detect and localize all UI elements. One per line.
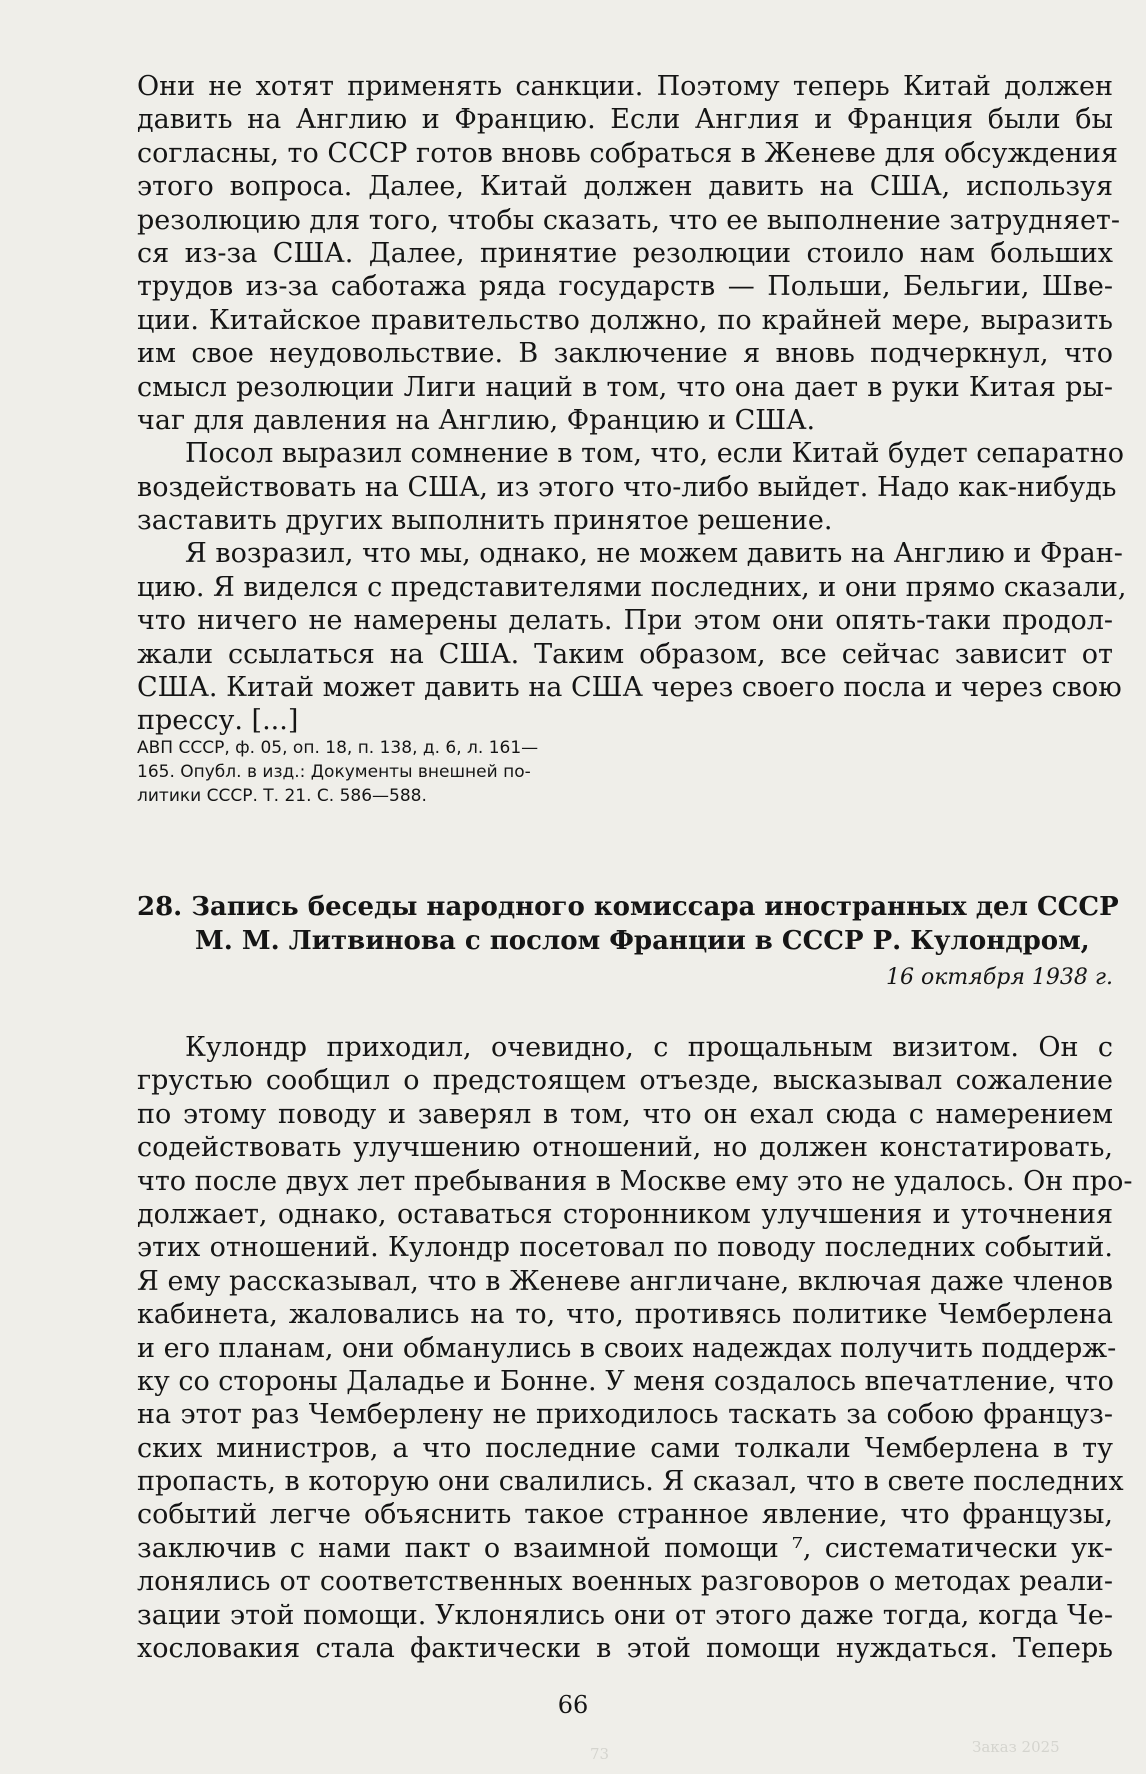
text-line: ку со стороны Даладье и Бонне. У меня создалось впечатление, что bbox=[137, 1365, 1114, 1397]
text-line: этого вопроса. Далее, Китай должен давить на США, используя bbox=[137, 171, 1113, 203]
text-line: что после двух лет пребывания в Москве ему это не удалось. Он про- bbox=[137, 1165, 1133, 1197]
text-line: лонялись от соответственных военных разговоров о методах реали- bbox=[137, 1566, 1113, 1598]
text-line: Они не хотят применять санкции. Поэтому теперь Китай должен bbox=[137, 71, 1113, 102]
source-line: АВП СССР, ф. 05, оп. 18, п. 138, д. 6, л. 161— bbox=[137, 738, 539, 758]
top-text-block bbox=[137, 70, 1127, 738]
text-line: ции. Китайское правительство должно, по крайней мере, выразить bbox=[137, 304, 1113, 336]
text-line: что ничего не намерены делать. При этом они опять-таки продол- bbox=[137, 605, 1113, 637]
text-line: и его планам, они обманулись в своих надеждах получить поддерж- bbox=[137, 1332, 1117, 1364]
text-line: чаг для давления на Англию, Францию и США. bbox=[137, 404, 816, 436]
text-line: содействовать улучшению отношений, но должен констатировать, bbox=[137, 1132, 1113, 1164]
bottom-text-block bbox=[137, 1031, 1133, 1665]
document-heading bbox=[137, 890, 1119, 958]
text-line: Я ему рассказывал, что в Женеве англичане, включая даже членов bbox=[137, 1265, 1113, 1297]
text-line: прессу. [...] bbox=[137, 705, 299, 737]
text-line: согласны, то СССР готов вновь собраться в Женеве для обсуждения bbox=[137, 137, 1118, 169]
text-line: цию. Я виделся с представителями последних, и они прямо сказали, bbox=[137, 571, 1127, 603]
source-line: 165. Опубл. в изд.: Документы внешней по- bbox=[137, 762, 531, 782]
heading-line-1: 28. Запись беседы народного комиссара иностранных дел СССР bbox=[137, 892, 1119, 922]
text-line: Я возразил, что мы, однако, не можем давить на Англию и Фран- bbox=[185, 538, 1123, 570]
text-line: резолюцию для того, чтобы сказать, что ее выполнение затрудняет- bbox=[137, 204, 1120, 236]
text-line: США. Китай может давить на США через своего посла и через свою bbox=[137, 672, 1122, 704]
text-line: должает, однако, оставаться сторонником улучшения и уточнения bbox=[137, 1198, 1113, 1230]
page-number: 66 bbox=[557, 1691, 589, 1719]
text-line: воздействовать на США, из этого что-либо выйдет. Надо как-нибудь bbox=[137, 471, 1117, 503]
text-line: хословакия стала фактически в этой помощи нуждаться. Теперь bbox=[137, 1633, 1113, 1665]
heading-line-2: М. М. Литвинова с послом Франции в СССР Р. Кулондром, bbox=[195, 926, 1090, 956]
text-line: давить на Англию и Францию. Если Англия и Франция были бы bbox=[137, 104, 1113, 136]
text-line: жали ссылаться на США. Таким образом, все сейчас зависит от bbox=[137, 638, 1113, 670]
text-line: этих отношений. Кулондр посетовал по поводу последних событий. bbox=[137, 1232, 1113, 1264]
text-line: заставить других выполнить принятое решение. bbox=[137, 505, 833, 537]
text-line: Кулондр приходил, очевидно, с прощальным визитом. Он с bbox=[185, 1032, 1113, 1063]
text-line: трудов из-за саботажа ряда государств — Польши, Бельгии, Шве- bbox=[137, 271, 1113, 303]
bleed-through-number: 73 bbox=[590, 1745, 610, 1763]
text-line: смысл резолюции Лиги наций в том, что она дает в руки Китая ры- bbox=[137, 371, 1113, 403]
text-line: пропасть, в которую они свалились. Я сказал, что в свете последних bbox=[137, 1466, 1124, 1498]
source-line: литики СССР. Т. 21. С. 586—588. bbox=[137, 786, 427, 806]
text-line: заключив с нами пакт о взаимной помощи ⁷, систематически ук- bbox=[137, 1532, 1113, 1564]
text-line: по этому поводу и заверял в том, что он ехал сюда с намерением bbox=[137, 1098, 1113, 1130]
document-date: 16 октября 1938 г. bbox=[886, 965, 1113, 990]
bleed-through-text: Заказ 2025 bbox=[972, 1738, 1060, 1756]
source-note bbox=[137, 736, 557, 808]
text-line: Посол выразил сомнение в том, что, если Китай будет сепаратно bbox=[185, 438, 1125, 470]
text-line: зации этой помощи. Уклонялись они от этого даже тогда, когда Че- bbox=[137, 1599, 1113, 1631]
text-line: им свое неудовольствие. В заключение я вновь подчеркнул, что bbox=[137, 338, 1113, 370]
text-line: на этот раз Чемберлену не приходилось таскать за собою француз- bbox=[137, 1399, 1113, 1431]
text-line: ских министров, а что последние сами толкали Чемберлена в ту bbox=[137, 1432, 1113, 1464]
text-line: кабинета, жаловались на то, что, противясь политике Чемберлена bbox=[137, 1299, 1113, 1331]
text-line: грустью сообщил о предстоящем отъезде, высказывал сожаление bbox=[137, 1065, 1113, 1097]
text-line: ся из-за США. Далее, принятие резолюции стоило нам больших bbox=[137, 237, 1113, 269]
text-line: событий легче объяснить такое странное явление, что французы, bbox=[137, 1499, 1113, 1531]
